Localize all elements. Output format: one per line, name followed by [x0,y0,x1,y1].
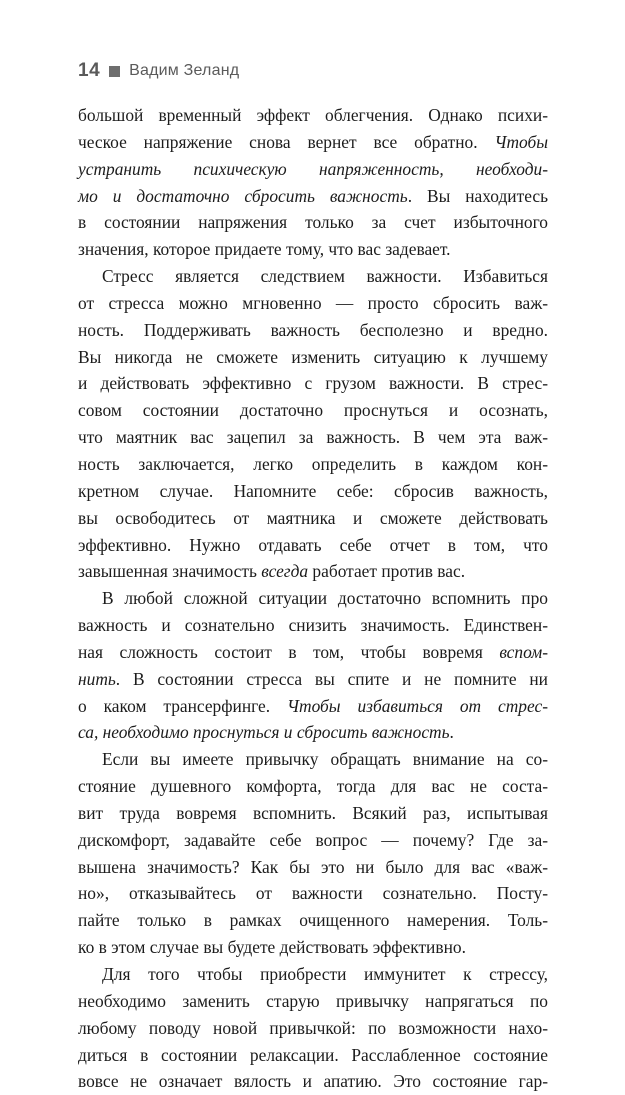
text-line [78,719,548,746]
italic-text-run: устранить психическую напряженность, необходи- [78,158,548,179]
text-line [78,585,548,612]
text-run: Если вы имеете привычку обращать внимание на со- [102,749,548,770]
text-run: что маятник вас зацепил за важность. В чем эта важ- [78,427,548,448]
italic-text-run: нить [78,668,116,689]
text-run: и действовать эффективно с грузом важности. В стрес- [78,373,548,394]
text-run: совом состоянии достаточно проснуться и осознать, [78,400,548,421]
text-run: вышена значимость? Как бы это ни было для вас «важ- [78,856,548,877]
italic-text-run: мо и достаточно сбросить важность [78,185,408,206]
text-line [78,183,548,210]
italic-text-run: всегда [261,561,309,582]
text-run: ческое напряжение снова вернет все обратно. [78,131,495,152]
text-run: . В состоянии стресса вы спите и не помните ни [115,668,548,689]
text-run: В любой сложной ситуации достаточно вспомнить про [102,588,548,609]
text-run: диться в состоянии релаксации. Расслабленное состояние [78,1044,548,1065]
running-header [78,58,239,84]
text-line [78,317,548,344]
text-run: о каком трансерфинге. [78,695,288,716]
text-run: Стресс является следствием важности. Избавиться [102,266,548,287]
text-run: . [449,722,454,743]
text-line [78,397,548,424]
text-line [78,505,548,532]
text-line [78,129,548,156]
text-line [78,209,548,236]
text-line [78,424,548,451]
text-line [78,854,548,881]
text-line [78,961,548,988]
text-line [78,1042,548,1069]
text-run: дискомфорт, задавайте себе вопрос — почему? Где за- [78,829,548,850]
text-run: в состоянии напряжения только за счет избыточного [78,212,548,233]
text-run: от стресса можно мгновенно — просто сбросить важ- [78,292,548,313]
text-run: ность. Поддерживать важность бесполезно и вредно. [78,319,548,340]
author-name: Вадим Зеланд [129,62,240,79]
text-line [78,880,548,907]
text-run: необходимо заменить старую привычку напрягаться по [78,990,548,1011]
text-run: кретном случае. Напомните себе: сбросив важность, [78,480,548,501]
text-run: работает против вас. [308,561,466,582]
text-line [78,263,548,290]
text-line [78,746,548,773]
text-line [78,827,548,854]
italic-text-run: са, необходимо проснуться и сбросить важность [78,722,450,743]
text-run: эффективно. Нужно отдавать себе отчет в том, что [78,534,548,555]
text-run: Вы никогда не сможете изменить ситуацию к лучшему [78,346,548,367]
text-line [78,612,548,639]
text-run: вовсе не означает вялость и апатию. Это состояние гар- [78,1071,548,1092]
text-line [78,290,548,317]
text-run: но», отказывайтесь от важности сознательно. Посту- [78,883,548,904]
text-run: вы освободитесь от маятника и сможете действовать [78,507,548,528]
text-line [78,558,548,585]
page-number: 14 [78,60,101,81]
text-run: завышенная значимость [78,561,262,582]
text-line [78,532,548,559]
text-line [78,800,548,827]
text-run: большой временный эффект облегчения. Однако психи- [78,105,548,125]
italic-text-run: Чтобы избавиться от стрес- [287,695,548,716]
text-line [78,156,548,183]
text-line [78,451,548,478]
text-run: любому поводу новой привычкой: по возможности нахо- [78,1017,548,1038]
text-line [78,693,548,720]
text-line [78,907,548,934]
text-run: ность заключается, легко определить в каждом кон- [78,453,548,474]
text-run: важность и сознательно снизить значимость. Единствен- [78,615,548,636]
italic-text-run: Чтобы [494,131,548,152]
text-run: пайте только в рамках очищенного намерения. Толь- [78,910,548,931]
text-run: ная сложность состоит в том, чтобы вовремя [78,641,500,662]
header-square-ornament [109,66,120,77]
text-line [78,236,548,263]
body-text [78,102,548,1095]
text-line [78,102,548,129]
text-run: стояние душевного комфорта, тогда для вас не соста- [78,776,548,797]
text-run: вит труда вовремя вспомнить. Всякий раз, испытывая [78,802,548,823]
text-line [78,1068,548,1095]
text-line [78,666,548,693]
text-line [78,639,548,666]
text-run: ко в этом случае вы будете действовать эффективно. [78,937,466,958]
text-line [78,934,548,961]
italic-text-run: вспом- [499,641,548,662]
text-line [78,773,548,800]
text-line [78,988,548,1015]
text-line [78,344,548,371]
text-line [78,1015,548,1042]
text-line [78,478,548,505]
text-line [78,370,548,397]
text-run: . Вы находитесь [407,185,549,206]
text-run: значения, которое придаете тому, что вас задевает. [78,239,451,260]
text-run: Для того чтобы приобрести иммунитет к стрессу, [102,964,548,984]
